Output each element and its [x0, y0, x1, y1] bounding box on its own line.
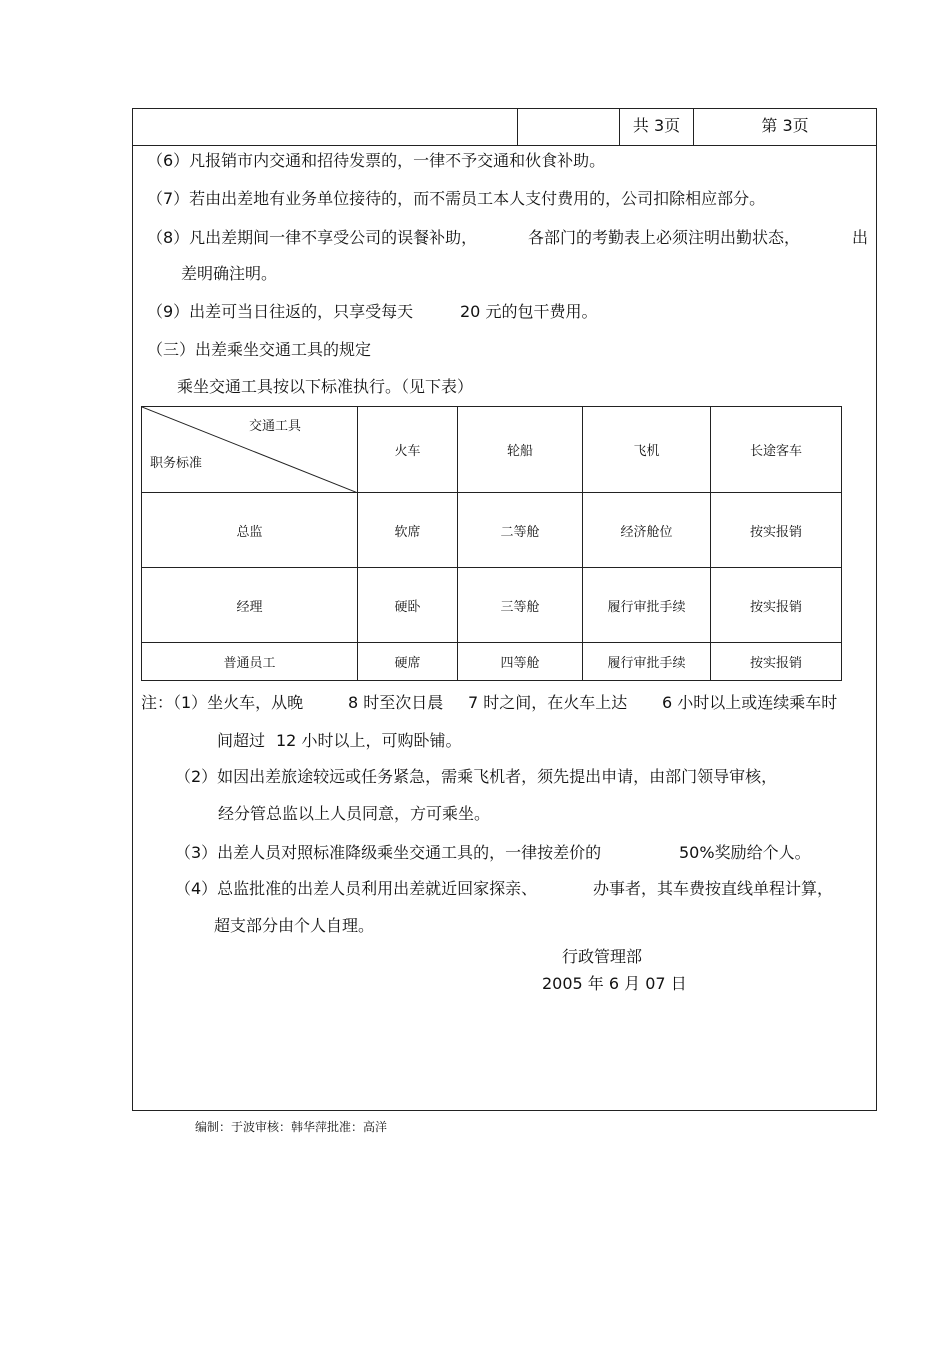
header-divider: [517, 109, 518, 145]
section-heading: （三）出差乘坐交通工具的规定: [147, 340, 372, 359]
table-cell: 按实报销: [711, 643, 842, 681]
column-header: 飞机: [583, 407, 711, 493]
table-cell: 硬席: [358, 643, 458, 681]
row-role: 普通员工: [142, 643, 358, 681]
approval-footer: 编制：于波审核：韩华萍批准：高洋: [195, 1120, 388, 1134]
table-intro: 乘坐交通工具按以下标准执行。（见下表）: [177, 377, 474, 396]
corner-label-role: 职务标准: [150, 456, 203, 471]
table-cell: 按实报销: [711, 568, 842, 643]
row-role: 经理: [142, 568, 358, 643]
note-3-part2: 50%奖励给个人。: [679, 843, 811, 862]
note-1-part5: 间超过: [217, 731, 266, 750]
current-page: 第 3页: [761, 116, 809, 135]
signature-department: 行政管理部: [562, 947, 643, 966]
total-pages: 共 3页: [632, 116, 681, 135]
table-header-row: [142, 407, 842, 493]
table-row: [142, 493, 842, 568]
rule-7: （7）若由出差地有业务单位接待的，而不需员工本人支付费用的，公司扣除相应部分。: [147, 189, 766, 208]
note-1-part6: 12 小时以上，可购卧铺。: [276, 731, 462, 750]
column-header: 火车: [358, 407, 458, 493]
note-1-part1: 注：（1）坐火车，从晚: [141, 693, 304, 712]
note-4-part2: 办事者，其车费按直线单程计算，: [593, 879, 834, 898]
note-1-part3: 7 时之间，在火车上达: [468, 693, 628, 712]
table-cell: 按实报销: [711, 493, 842, 568]
column-header: 长途客车: [711, 407, 842, 493]
table-cell: 二等舱: [458, 493, 583, 568]
table-cell: 经济舱位: [583, 493, 711, 568]
note-2: （2）如因出差旅途较远或任务紧急，需乘飞机者，须先提出申请，由部门领导审核，: [175, 767, 778, 786]
signature-date: 2005 年 6 月 07 日: [542, 974, 687, 993]
rule-9-part1: （9）出差可当日往返的，只享受每天: [147, 302, 414, 321]
rule-8-part3: 出: [852, 228, 869, 247]
note-4-part1: （4）总监批准的出差人员利用出差就近回家探亲、: [175, 879, 538, 898]
row-role: 总监: [142, 493, 358, 568]
note-1-part4: 6 小时以上或连续乘车时: [662, 693, 838, 712]
corner-label-transport: 交通工具: [248, 419, 301, 434]
column-header: 轮船: [458, 407, 583, 493]
table-cell: 四等舱: [458, 643, 583, 681]
note-2-continuation: 经分管总监以上人员同意，方可乘坐。: [218, 804, 491, 823]
table-cell: 软席: [358, 493, 458, 568]
table-cell: 履行审批手续: [583, 568, 711, 643]
note-4-continuation: 超支部分由个人自理。: [214, 916, 375, 935]
rule-6: （6）凡报销市内交通和招待发票的，一律不予交通和伙食补助。: [147, 151, 606, 170]
transport-standard-table: [141, 406, 842, 681]
page-header-row: [133, 109, 876, 146]
rule-8-continuation: 差明确注明。: [181, 264, 278, 283]
rule-8-part1: （8）凡出差期间一律不享受公司的误餐补助，: [147, 228, 478, 247]
table-row: [142, 568, 842, 643]
table-cell: 硬卧: [358, 568, 458, 643]
rule-8-part2: 各部门的考勤表上必须注明出勤状态，: [528, 228, 801, 247]
note-3-part1: （3）出差人员对照标准降级乘坐交通工具的，一律按差价的: [175, 843, 602, 862]
table-cell: 履行审批手续: [583, 643, 711, 681]
table-corner-cell: [142, 407, 358, 493]
table-row: [142, 643, 842, 681]
rule-9-part2: 20 元的包干费用。: [460, 302, 598, 321]
table-cell: 三等舱: [458, 568, 583, 643]
note-1-part2: 8 时至次日晨: [348, 693, 444, 712]
